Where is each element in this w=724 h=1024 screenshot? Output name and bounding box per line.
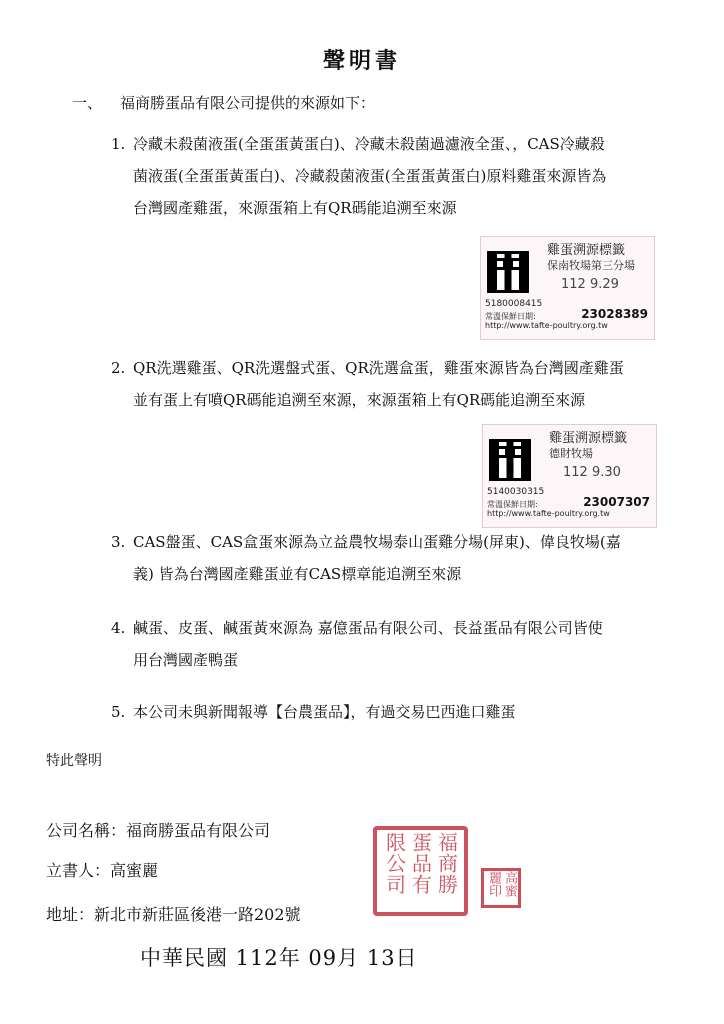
label-serial: 23007307 [583, 495, 650, 509]
label-expiry: 常溫保鮮日期: [485, 312, 536, 321]
label-url: http://www.tafte-poultry.org.tw [487, 509, 610, 518]
seal-company-text: 福商勝蛋品有限公司 [382, 832, 459, 895]
item-line: 本公司未與新聞報導【台農蛋品】，有過交易巴西進口雞蛋 [133, 703, 516, 721]
item-number: 1. [111, 135, 126, 153]
label-farm: 保南牧場第三分場 [547, 259, 635, 272]
label-farm: 德財牧場 [549, 447, 593, 460]
item-line: CAS盤蛋、CAS盒蛋來源為立益農牧場泰山蛋雞分場(屏東)、偉良牧場(嘉 [133, 533, 621, 551]
label-code: 5180008415 [485, 299, 543, 309]
label-expiry: 常溫保鮮日期: [487, 500, 538, 509]
label-url: http://www.tafte-poultry.org.tw [485, 321, 608, 330]
section-text: 福商勝蛋品有限公司提供的來源如下： [120, 94, 376, 112]
item-number: 3. [111, 533, 126, 551]
item-line: 菌液蛋(全蛋蛋黃蛋白)、冷藏殺菌液蛋(全蛋蛋黃蛋白)原料雞蛋來源皆為 [133, 167, 607, 185]
signer-name: 立書人：高蜜麗 [46, 861, 159, 880]
item-line: 義) 皆為台灣國產雞蛋並有CAS標章能追溯至來源 [133, 565, 462, 583]
item-line: 鹹蛋、皮蛋、鹹蛋黃來源為 嘉億蛋品有限公司、長益蛋品有限公司皆使 [133, 619, 603, 637]
company-name: 公司名稱：福商勝蛋品有限公司 [46, 821, 271, 840]
list-item-1 [111, 128, 607, 224]
label-date: 112 9.29 [561, 277, 619, 292]
item-number: 2. [111, 359, 126, 377]
item-line: 冷藏未殺菌液蛋(全蛋蛋黃蛋白)、冷藏未殺菌過濾液全蛋、，CAS冷藏殺 [133, 135, 605, 153]
section-heading [72, 92, 375, 113]
section-number: 一、 [72, 94, 103, 112]
label-title: 雞蛋溯源標籤 [549, 431, 628, 446]
label-date: 112 9.30 [563, 465, 621, 480]
item-line: QR洗選雞蛋、QR洗選盤式蛋、QR洗選盒蛋，雞蛋來源皆為台灣國產雞蛋 [133, 359, 624, 377]
document-date: 中華民國 112年 09月 13日 [140, 946, 418, 970]
item-line: 台灣國產雞蛋，來源蛋箱上有QR碼能追溯至來源 [133, 199, 457, 217]
company-seal [373, 826, 468, 916]
item-line: 並有蛋上有噴QR碼能追溯至來源，來源蛋箱上有QR碼能追溯至來源 [133, 391, 586, 409]
list-item-5 [111, 696, 516, 728]
qr-code-icon [487, 251, 529, 293]
item-number: 5. [111, 703, 126, 721]
label-code: 5140030315 [487, 487, 545, 497]
personal-seal [481, 868, 521, 908]
list-item-3 [111, 526, 621, 590]
seal-person-text: 高蜜麗印 [486, 871, 517, 897]
item-number: 4. [111, 619, 126, 637]
address: 地址：新北市新莊區後港一路202號 [46, 905, 301, 924]
item-line: 用台灣國產鴨蛋 [133, 651, 239, 669]
closing-text: 特此聲明 [46, 753, 102, 769]
label-serial: 23028389 [581, 307, 648, 321]
label-title: 雞蛋溯源標籤 [547, 243, 626, 258]
list-item-2 [111, 352, 624, 416]
list-item-4 [111, 612, 603, 676]
traceability-label-1 [480, 236, 655, 340]
traceability-label-2 [482, 424, 657, 528]
document-title: 聲明書 [322, 48, 401, 74]
qr-code-icon [489, 439, 531, 481]
